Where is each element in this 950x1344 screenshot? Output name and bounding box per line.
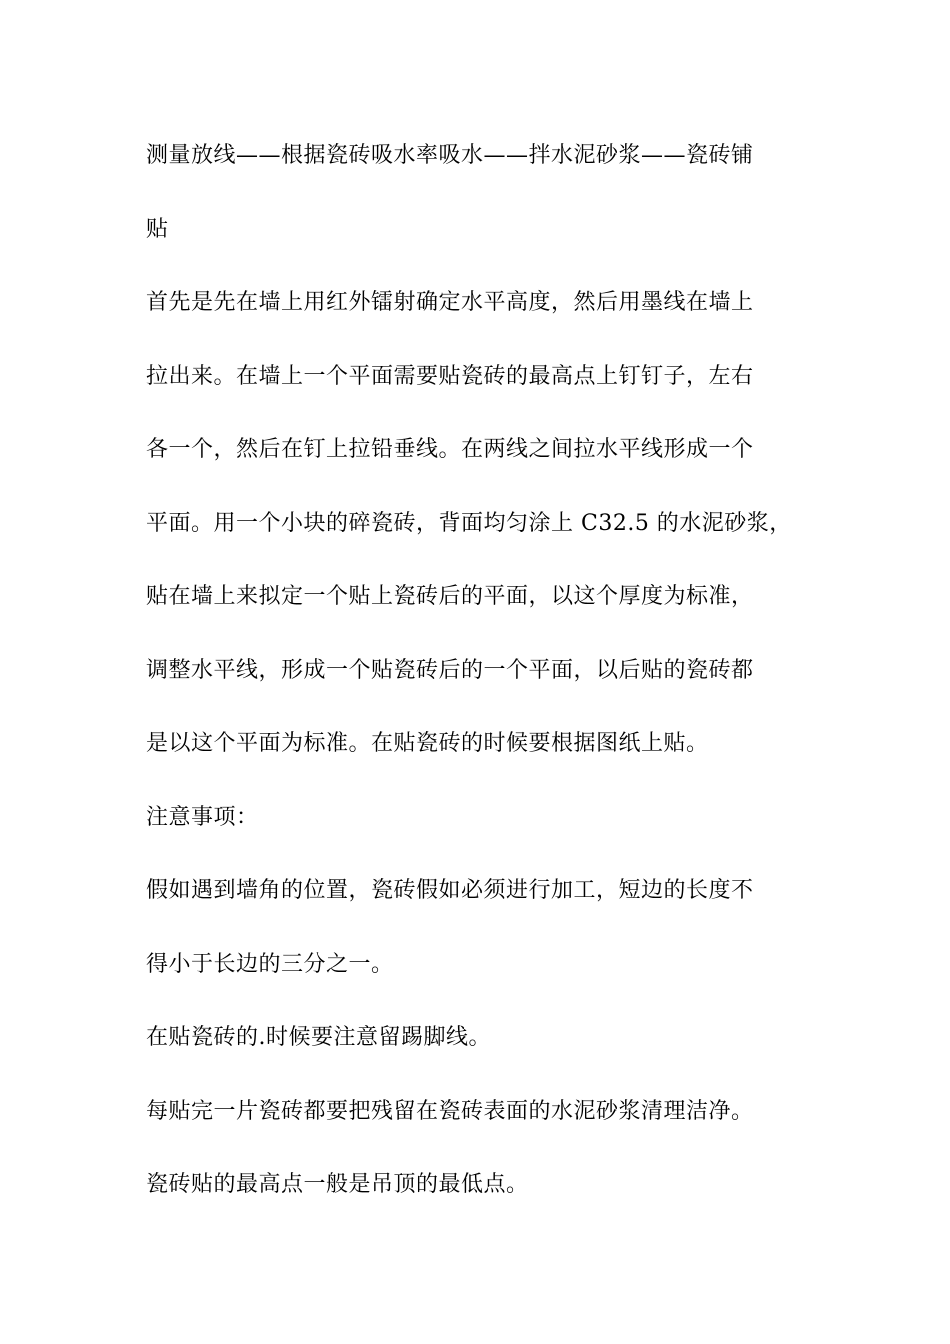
note-line: 得小于长边的三分之一。	[146, 951, 394, 977]
heading-process-line-1: 测量放线——根据瓷砖吸水率吸水——拌水泥砂浆——瓷砖铺	[146, 143, 754, 168]
paragraph-line: 平面。用一个小块的碎瓷砖，背面均匀涂上 C32.5 的水泥砂浆，	[146, 510, 792, 536]
paragraph-line: 各一个，然后在钉上拉铅垂线。在两线之间拉水平线形成一个	[146, 437, 754, 462]
paragraph-line: 是以这个平面为标准。在贴瓷砖的时候要根据图纸上贴。	[146, 731, 709, 756]
notes-heading: 注意事项：	[146, 804, 259, 830]
note-line: 每贴完一片瓷砖都要把残留在瓷砖表面的水泥砂浆清理洁净。	[146, 1098, 754, 1124]
paragraph-line: 贴在墙上来拟定一个贴上瓷砖后的平面，以这个厚度为标准，	[146, 584, 754, 609]
paragraph-line: 拉出来。在墙上一个平面需要贴瓷砖的最高点上钉钉子，左右	[146, 363, 754, 389]
note-line: 假如遇到墙角的位置，瓷砖假如必须进行加工，短边的长度不	[146, 878, 754, 903]
paragraph-line: 首先是先在墙上用红外镭射确定水平高度，然后用墨线在墙上	[146, 290, 754, 315]
paragraph-line: 调整水平线，形成一个贴瓷砖后的一个平面，以后贴的瓷砖都	[146, 657, 754, 683]
note-line: 瓷砖贴的最高点一般是吊顶的最低点。	[146, 1172, 529, 1197]
note-line: 在贴瓷砖的.时候要注意留踢脚线。	[146, 1025, 491, 1050]
document-body	[146, 119, 826, 1222]
heading-process-line-2: 贴	[146, 216, 169, 242]
